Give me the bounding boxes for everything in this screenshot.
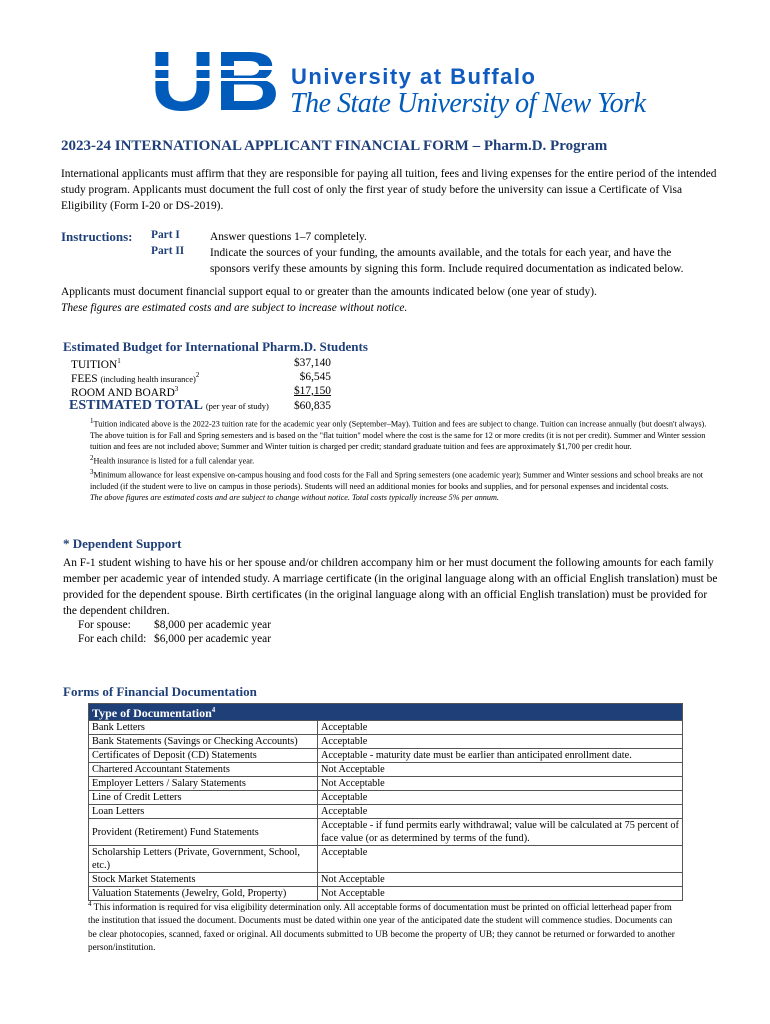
doc-type-cell: Valuation Statements (Jewelry, Gold, Property) [89, 887, 318, 901]
tuition-label: TUITION [71, 358, 118, 371]
doc-type-cell: Provident (Retirement) Fund Statements [89, 819, 318, 846]
documentation-table [88, 703, 683, 901]
part2-label: Part II [151, 245, 185, 257]
room-sup: 3 [174, 385, 179, 393]
table-row [89, 763, 683, 777]
budget-footnotes [90, 416, 708, 503]
part1-label: Part I [151, 229, 180, 241]
table-row [89, 791, 683, 805]
table-row [89, 721, 683, 735]
spouse-label: For spouse: [78, 619, 131, 631]
footnote-note: The above figures are estimated costs and are subject to change without notice. Total costs typically increase 5% per annum. [90, 492, 499, 502]
doc-type-cell: Bank Letters [89, 721, 318, 735]
doc-type-cell: Scholarship Letters (Private, Government, School, etc.) [89, 846, 318, 873]
doc-status-cell: Not Acceptable [318, 873, 683, 887]
doc-type-cell: Chartered Accountant Statements [89, 763, 318, 777]
university-name: University at Buffalo [291, 64, 537, 89]
tuition-value: $37,140 [293, 357, 331, 369]
fees-value: $6,545 [299, 371, 331, 383]
doc-type-cell: Stock Market Statements [89, 873, 318, 887]
requirement-text: Applicants must document financial support equal to or greater than the amounts indicated below (one year of study). [61, 286, 597, 298]
footnote-1: $^1$Tuition indicated above is the 2022-23 tuition rate for the academic year only (September–May). Tuition and fees are subject to change. Tuition can increase annually (but doesn't always). The above tuition is for Fall and Spring semesters and is based on the "flat tuition" model where the cost is the same for 12 or more credits (it is not per credit). Summer and Winter session tuition and fees are not included above; Summer and Winter tuition is charged per credit; standard graduate tuition and fees are approximately $1,700 per credit hour. [90, 417, 707, 452]
doc-status-cell: Not Acceptable [318, 777, 683, 791]
dependent-child-row [78, 633, 271, 645]
doc-type-cell: Employer Letters / Salary Statements [89, 777, 318, 791]
table-row [89, 777, 683, 791]
doc-status-cell: Acceptable - if fund permits early withdrawal; value will be calculated at 75 percent of face value (or as determined by terms of the fund). [318, 819, 683, 846]
doc-type-cell: Loan Letters [89, 805, 318, 819]
intro-paragraph: International applicants must affirm that they are responsible for paying all tuition, fees and living expenses for the entire period of the intended study program. Applicants must document the full cost of only the first year of study before the university can issue a Certificate of Visa Eligibility (Form I-20 or DS-2019). [61, 168, 717, 212]
dependent-text: An F-1 student wishing to have his or her spouse and/or children accompany him or her must document the following amounts for each family member per academic year of intended study. A marriage certificate (in the original language along with an official English translation) must be provided for the dependent spouse. Birth certificates (in the original language along with an official English translation) must be provided for the dependent children. [63, 557, 718, 617]
table-row [89, 873, 683, 887]
table-body [89, 721, 683, 901]
doc-type-cell: Certificates of Deposit (CD) Statements [89, 749, 318, 763]
university-subtitle: The State University of New York [290, 88, 646, 119]
doc-status-cell: Acceptable [318, 735, 683, 749]
doc-type-cell: Line of Credit Letters [89, 791, 318, 805]
fees-sup: 2 [195, 371, 200, 379]
total-value: $60,835 [293, 400, 331, 412]
child-value: $6,000 per academic year [154, 633, 272, 645]
requirement-note: These figures are estimated costs and are subject to increase without notice. [61, 302, 408, 314]
table-footnote: $^4$ This information is required for visa eligibility determination only. All acceptable forms of documentation must be printed on official letterhead paper from the institution that issued the document. Documents must be dated within one year of the anticipated date the student will commence studies. Documents can be clear photocopies, scanned, faxed or original. All documents submitted to UB become the property of UB; they cannot be returned or forwarded to another person/institution. [88, 900, 675, 953]
doc-type-cell: Bank Statements (Savings or Checking Accounts) [89, 735, 318, 749]
fees-note: (including health insurance) [100, 373, 196, 384]
doc-status-cell: Not Acceptable [318, 887, 683, 901]
footnote-3: $^3$Minimum allowance for least expensive on-campus housing and food costs for the Fall and Spring semesters (one academic year); Summer and Winter sessions and school breaks are not included (if the student were to live on campus in those periods). Students will need an additional monies for books and supplies, and for personal expenses and incidental costs. [90, 467, 704, 491]
budget-heading: Estimated Budget for International Pharm.D. Students [63, 339, 368, 354]
dependent-heading: * Dependent Support [63, 536, 182, 551]
budget-row-tuition [71, 357, 331, 372]
doc-status-cell: Acceptable [318, 805, 683, 819]
total-label: ESTIMATED TOTAL [69, 398, 203, 413]
documentation-requirement [61, 284, 741, 316]
table-row [89, 819, 683, 846]
table-row [89, 846, 683, 873]
part1-text: Answer questions 1–7 completely. [210, 231, 367, 243]
doc-status-cell: Not Acceptable [318, 763, 683, 777]
table-header-row [89, 704, 683, 721]
total-note: (per year of study) [205, 401, 269, 411]
spouse-value: $8,000 per academic year [154, 619, 272, 631]
docs-heading: Forms of Financial Documentation [63, 684, 257, 699]
budget-row-total [69, 398, 331, 416]
doc-status-cell: Acceptable [318, 791, 683, 805]
instructions-label: Instructions: [61, 229, 133, 244]
doc-status-cell: Acceptable [318, 721, 683, 735]
part2-text: Indicate the sources of your funding, the amounts available, and the totals for each year, and have the sponsors verify these amounts by signing this form. Include required documentation as indicated below. [210, 247, 684, 275]
room-value: $17,150 [293, 385, 331, 397]
table-row [89, 735, 683, 749]
footnote-2: $^2$Health insurance is listed for a full calendar year. [90, 453, 255, 466]
form-title: 2023-24 INTERNATIONAL APPLICANT FINANCIAL FORM – Pharm.D. Program [61, 138, 608, 154]
table-row [89, 805, 683, 819]
fees-label: FEES [71, 372, 98, 385]
room-label: ROOM AND BOARD [71, 386, 175, 399]
budget-row-fees [71, 371, 331, 386]
table-header: Type of Documentation$^4$ [89, 704, 683, 721]
table-row [89, 749, 683, 763]
doc-status-cell: Acceptable - maturity date must be earlier than anticipated enrollment date. [318, 749, 683, 763]
doc-status-cell: Acceptable [318, 846, 683, 873]
ub-logo [150, 44, 282, 118]
dependent-spouse-row [78, 619, 271, 631]
child-label: For each child: [78, 633, 147, 645]
tuition-sup: 1 [117, 357, 121, 365]
